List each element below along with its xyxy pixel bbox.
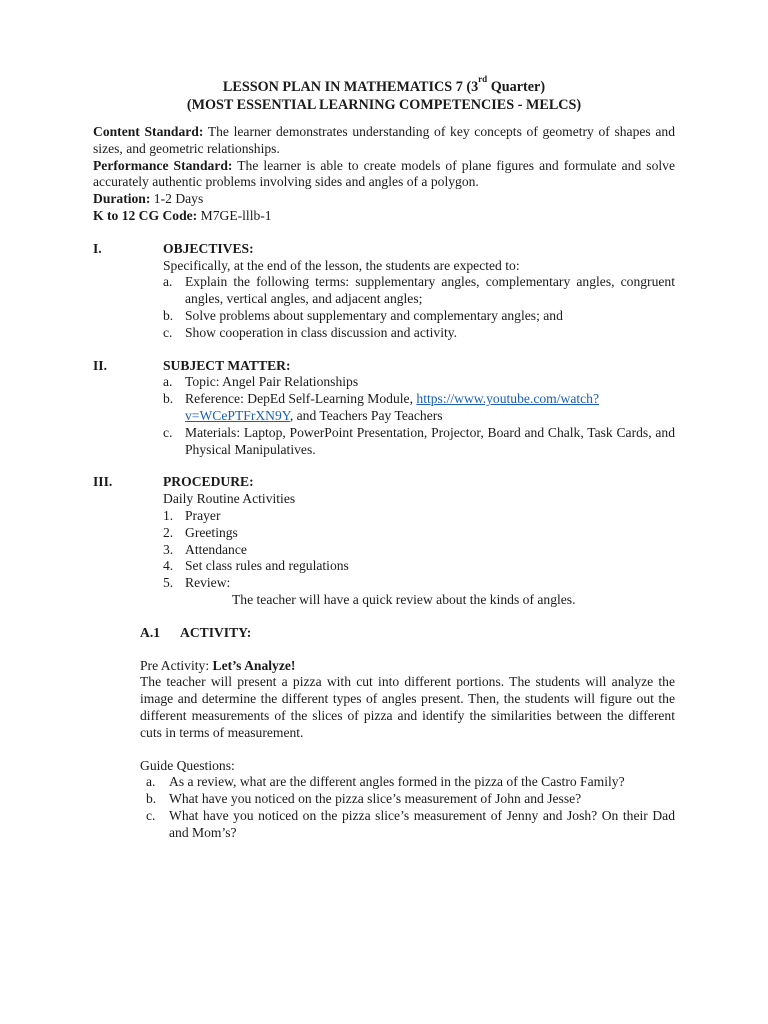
guide-question: c. What have you noticed on the pizza slice’s measurement of Jenny and Josh? On their Dad and Mom’s? [146,807,675,840]
routine-item: 5. Review: [163,575,231,591]
guide-question: a. As a review, what are the different angles formed in the pizza of the Castro Family? [146,774,625,790]
routine-item: 3. Attendance [163,541,247,557]
subject-matter-section [163,374,675,458]
guide-questions-list [146,774,675,841]
content-standard: Content Standard: The learner demonstrates understanding of key concepts of geometry of shapes and sizes, and geometric relationships. [93,124,675,156]
routine-item: 4. Set class rules and regulations [163,558,349,574]
procedure-section [163,491,675,592]
performance-standard: Performance Standard: The learner is able to create models of plane figures and formulate and solve accurately authentic problems involving sides and angles of a polygon. [93,157,676,190]
objective-item: a. Explain the following terms: supplementary angles, complementary angles, congruent angles, vertical angles, and adjacent angles; [163,274,675,307]
youtube-reference-link[interactable]: https://www.youtube.com/watch?v=WCePTFrXN9Y [185,391,599,423]
objectives-section [163,258,675,342]
objectives-intro: Specifically, at the end of the lesson, the students are expected to: [163,257,520,273]
cg-code: K to 12 CG Code: M7GE-lllb-1 [93,207,272,223]
lesson-plan-page [93,74,676,841]
routine-heading: Daily Routine Activities [163,491,296,507]
activity-heading: A.1 ACTIVITY: [140,624,252,640]
guide-questions-heading: Guide Questions: [140,757,235,773]
review-text: The teacher will have a quick review about the kinds of angles. [232,591,576,607]
objective-item: b. Solve problems about supplementary and complementary angles; and [163,307,563,323]
activity-section [140,658,675,842]
duration: Duration: 1-2 Days [93,191,204,207]
procedure-heading: III. PROCEDURE: [93,474,254,490]
routine-item: 2. Greetings [163,524,238,540]
reference-item: b. Reference: DepEd Self-Learning Module, https://www.youtube.com/watch?v=WCePTFrXN9Y, and Teachers Pay Teachers [163,391,599,423]
topic-item: a. Topic: Angel Pair Relationships [163,374,359,390]
guide-question: b. What have you noticed on the pizza slice’s measurement of John and Jesse? [146,791,582,807]
document-subtitle: (MOST ESSENTIAL LEARNING COMPETENCIES - MELCS) [186,97,582,113]
activity-description: The teacher will present a pizza with cut into different portions. The students will analyze the image and determine the different types of angles present. Then, the students will figure out the different measurements of the slices of pizza and identify the similarities between the different cuts in terms of measurement. [140,674,675,740]
objectives-heading: I. OBJECTIVES: [93,240,254,256]
subject-matter-heading: II. SUBJECT MATTER: [93,357,291,373]
document-title: LESSON PLAN IN MATHEMATICS 7 (3rd Quarter) [222,74,546,95]
pre-activity-line: Pre Activity: Let’s Analyze! [140,657,296,673]
routine-item: 1. Prayer [163,507,221,523]
materials-item: c. Materials: Laptop, PowerPoint Presentation, Projector, Board and Chalk, Task Cards, and Physical Manipulatives. [163,424,675,457]
objective-item: c. Show cooperation in class discussion and activity. [163,324,458,340]
